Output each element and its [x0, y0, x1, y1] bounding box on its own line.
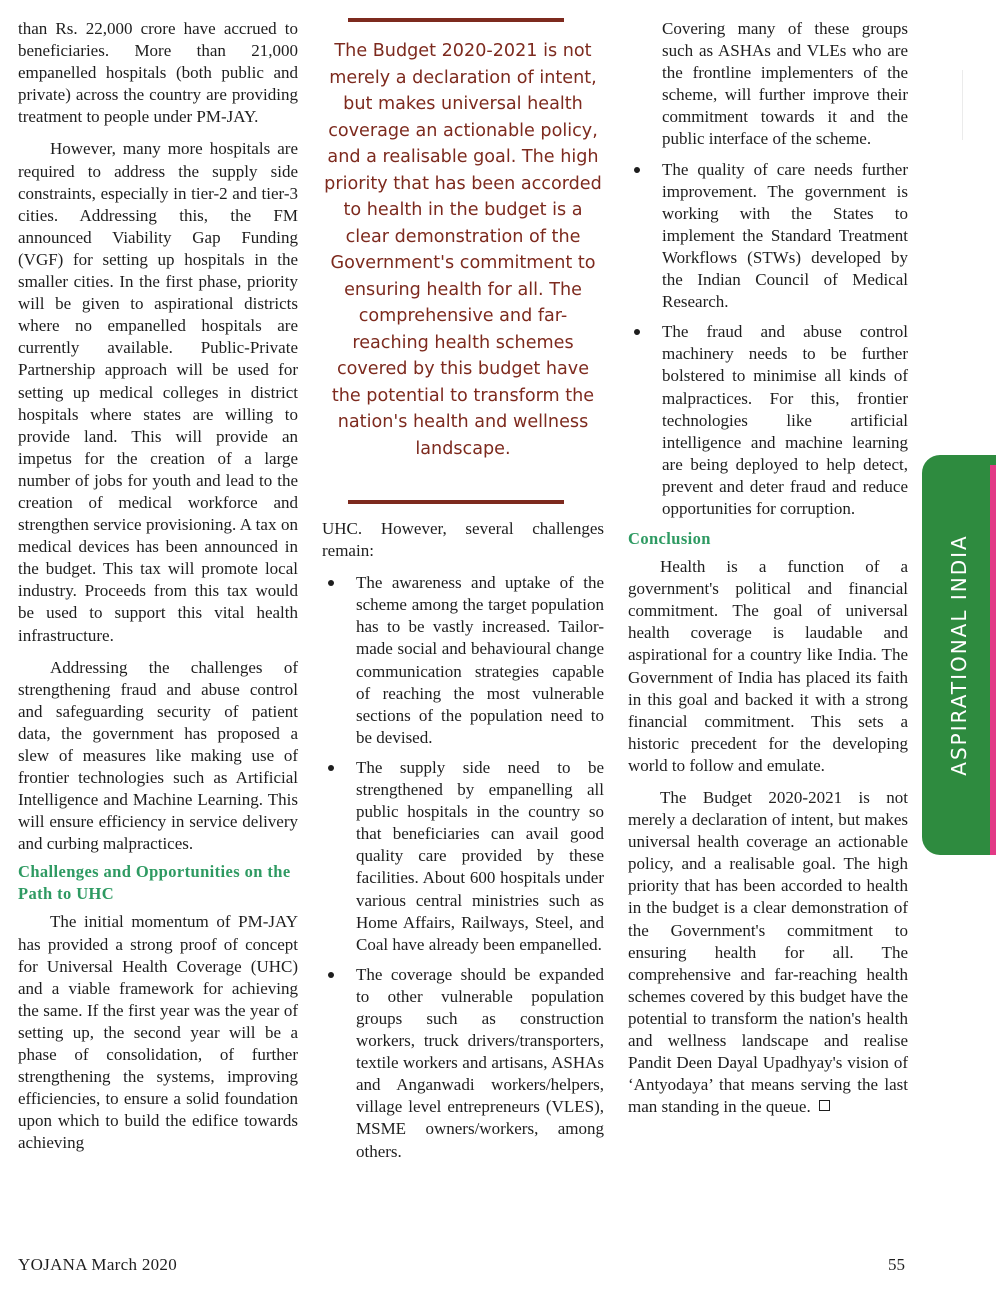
column-left: [18, 18, 298, 1155]
paragraph: UHC. However, several challenges remain:: [322, 519, 604, 561]
section-tab: [922, 455, 996, 855]
bullet-item: The awareness and uptake of the scheme among the target population has to be vastly increased. Tailor-made social and behavioural change communication strategies capable of reaching the most vulnerable sections of the population need to be devised.: [322, 572, 604, 749]
pull-quote-text: The Budget 2020-2021 is not merely a declaration of intent, but makes universal health coverage an actionable policy, and a realisable goal. The high priority that has been accorded to health in the budget is a clear demonstration of the Government's commitment to ensuring health for all. The comprehensive and far-reaching health schemes covered by this budget have the potential to transform the nation's health and wellness landscape.: [324, 41, 602, 459]
paragraph: than Rs. 22,000 crore have accrued to beneficiaries. More than 21,000 empanelled hospitals (both public and private) across the country are providing treatment to people under PM-JAY.: [18, 19, 298, 127]
footer-page-number: 55: [888, 1255, 905, 1274]
tab-accent-stripe: [990, 465, 996, 855]
paragraph: [628, 787, 908, 1118]
end-mark-icon: [819, 1100, 830, 1111]
column-right: [628, 18, 908, 1118]
bullet-item: The coverage should be expanded to other vulnerable population groups such as construction workers, truck drivers/transporters, textile workers and artisans, ASHAs and Anganwadi workers/helpers, village level entrepreneurs (VLES), MSME owners/workers, among others.: [322, 964, 604, 1163]
column-middle: [322, 18, 604, 1171]
page-edge-shadow: [962, 70, 993, 140]
pull-quote-bottom-rule: [348, 500, 564, 504]
bullet-item: The supply side need to be strengthened by empanelling all public hospitals in the country so that beneficiaries can avail good quality care provided by these facilities. About 600 hospitals under various central ministries such as Home Affairs, Railways, Steel, and Coal have already been empanelled.: [322, 757, 604, 956]
pull-quote-top-rule: [348, 18, 564, 22]
footer-magazine-issue: YOJANA March 2020: [18, 1255, 178, 1274]
paragraph-text: The Budget 2020-2021 is not merely a declaration of intent, but makes universal health coverage an actionable policy, and a realisable goal. The high priority that has been accorded to health in the budget is a clear demonstration of the Government's commitment to ensuring health for all. The comprehensive and far-reaching health schemes covered by this budget have the potential to transform the nation's health and wellness landscape and realise Pandit Deen Dayal Upadhyay's vision of ‘Antyodaya’ that means serving the last man standing in the queue.: [628, 788, 908, 1117]
paragraph: The initial momentum of PM-JAY has provided a strong proof of concept for Universal Health Coverage (UHC) and a viable framework for achieving the same. If the first year was the year of setting up, the second year will be a phase of consolidation, of further strengthening the systems, improving efficiencies, to ensure a solid foundation upon which to build the edifice towards achieving: [18, 912, 298, 1153]
pull-quote: [322, 18, 604, 508]
section-tab-label: ASPIRATIONAL INDIA: [947, 534, 971, 776]
paragraph: Addressing the challenges of strengthening fraud and abuse control and safeguarding security of patient data, the government has proposed a slew of measures like making use of frontier technologies such as Artificial Intelligence and Machine Learning. This will ensure efficiency in service delivery and curbing malpractices.: [18, 657, 298, 854]
paragraph: Health is a function of a government's political and financial commitment. The goal of universal health coverage is laudable and aspirational for a country like India. The Government of India has placed its faith in this goal and backed it with a strong financial commitment. This sets a historic precedent for the developing world to follow and emulate.: [628, 557, 908, 775]
bullet-list: [628, 159, 908, 521]
section-heading: Challenges and Opportunities on the Path to UHC: [18, 862, 291, 904]
bullet-item: The quality of care needs further improvement. The government is working with the States to implement the Standard Treatment Workflows (STWs) developed by the Indian Council of Medical Research.: [628, 159, 908, 314]
bullet-continuation-text: [628, 18, 908, 151]
bullet-list: [322, 572, 604, 1162]
section-heading: Conclusion: [628, 529, 711, 549]
paragraph: However, many more hospitals are required to address the supply side constraints, especially in tier-2 and tier-3 cities. Addressing this, the FM announced Viability Gap Funding (VGF) for setting up hospitals in the smaller cities. In the first phase, priority will be given to aspirational districts where no empanelled hospitals are currently available. Public-Private Partnership approach will be used for setting up medical colleges in district hospitals where states are willing to provide land. This will provide an impetus for the creation of a large number of jobs for youth and lead to the creation of medical workforce and strengthen service provisioning. A tax on medical devices has been announced in the budget. This tax will promote local industry. Proceeds from this tax would be used to support this vital health infrastructure.: [18, 139, 298, 645]
bullet-continuation: [628, 18, 908, 151]
bullet-item: The fraud and abuse control machinery needs to be further bolstered to minimise all kinds of malpractices. For this, frontier technologies like artificial intelligence and machine learning are being deployed to help detect, prevent and deter fraud and reduce opportunities for corruption.: [628, 321, 908, 520]
paragraph: Covering many of these groups such as ASHAs and VLEs who are the frontline implementers of the scheme, will further improve their commitment towards it and the public interface of the scheme.: [662, 19, 908, 149]
